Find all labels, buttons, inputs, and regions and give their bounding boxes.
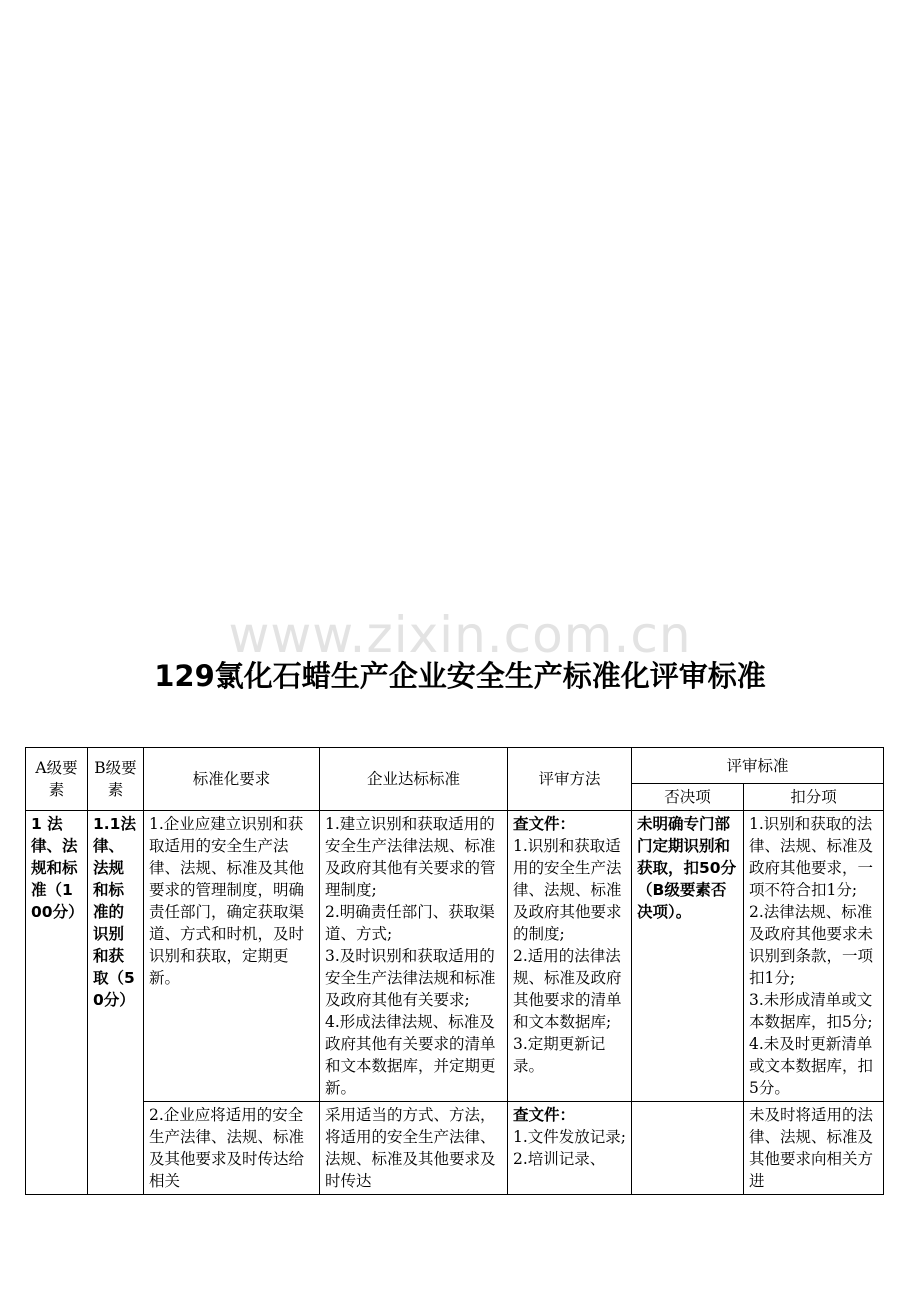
header-standard: 企业达标标准 [320, 748, 508, 811]
header-a-level: A级要素 [26, 748, 88, 811]
deduct-cell: 未及时将适用的法律、法规、标准及其他要求向相关方进 [744, 1102, 884, 1195]
method-cell: 查文件： 1.识别和获取适用的安全生产法律、法规、标准及政府其他要求的制度; 2.适用的法律法规、标准及政府其他要求的清单和文本数据库; 3.定期更新记录。 [508, 811, 632, 1102]
header-method: 评审方法 [508, 748, 632, 811]
header-criteria: 评审标准 [632, 748, 884, 784]
table-row [26, 1102, 884, 1195]
header-deduct: 扣分项 [744, 784, 884, 811]
deduct-cell: 1.识别和获取的法律、法规、标准及政府其他要求，一项不符合扣1分; 2.法律法规、标准及政府其他要求未识别到条款，一项扣1分; 3.未形成清单或文本数据库，扣5分; 4.未及时更新清单或文本数据库，扣5分。 [744, 811, 884, 1102]
method-cell: 查文件： 1.文件发放记录; 2.培训记录、 [508, 1102, 632, 1195]
requirement-cell: 2.企业应将适用的安全生产法律、法规、标准及其他要求及时传达给相关 [144, 1102, 320, 1195]
requirement-cell: 1.企业应建立识别和获取适用的安全生产法律、法规、标准及其他要求的管理制度，明确责任部门，确定获取渠道、方式和时机，及时识别和获取，定期更新。 [144, 811, 320, 1102]
standard-cell: 采用适当的方式、方法，将适用的安全生产法律、法规、标准及其他要求及时传达 [320, 1102, 508, 1195]
header-veto: 否决项 [632, 784, 744, 811]
header-requirement: 标准化要求 [144, 748, 320, 811]
b-level-cell: 1.1法律、法规和标准的识别和获取（50分） [88, 811, 144, 1195]
veto-cell [632, 1102, 744, 1195]
header-b-level: B级要素 [88, 748, 144, 811]
watermark: www.zixin.com.cn [228, 606, 692, 664]
veto-cell: 未明确专门部门定期识别和获取，扣50分（B级要素否决项）。 [632, 811, 744, 1102]
a-level-cell: 1 法律、法规和标准（100分） [26, 811, 88, 1195]
standards-table [25, 747, 884, 1195]
standard-cell: 1.建立识别和获取适用的安全生产法律法规、标准及政府其他有关要求的管理制度; 2.明确责任部门、获取渠道、方式; 3.及时识别和获取适用的安全生产法律法规和标准及政府其他有关要求; 4.形成法律法规、标准及政府其他有关要求的清单和文本数据库，并定期更新。 [320, 811, 508, 1102]
table-row [26, 811, 884, 1102]
document-title: 129氯化石蜡生产企业安全生产标准化评审标准 [154, 659, 766, 693]
